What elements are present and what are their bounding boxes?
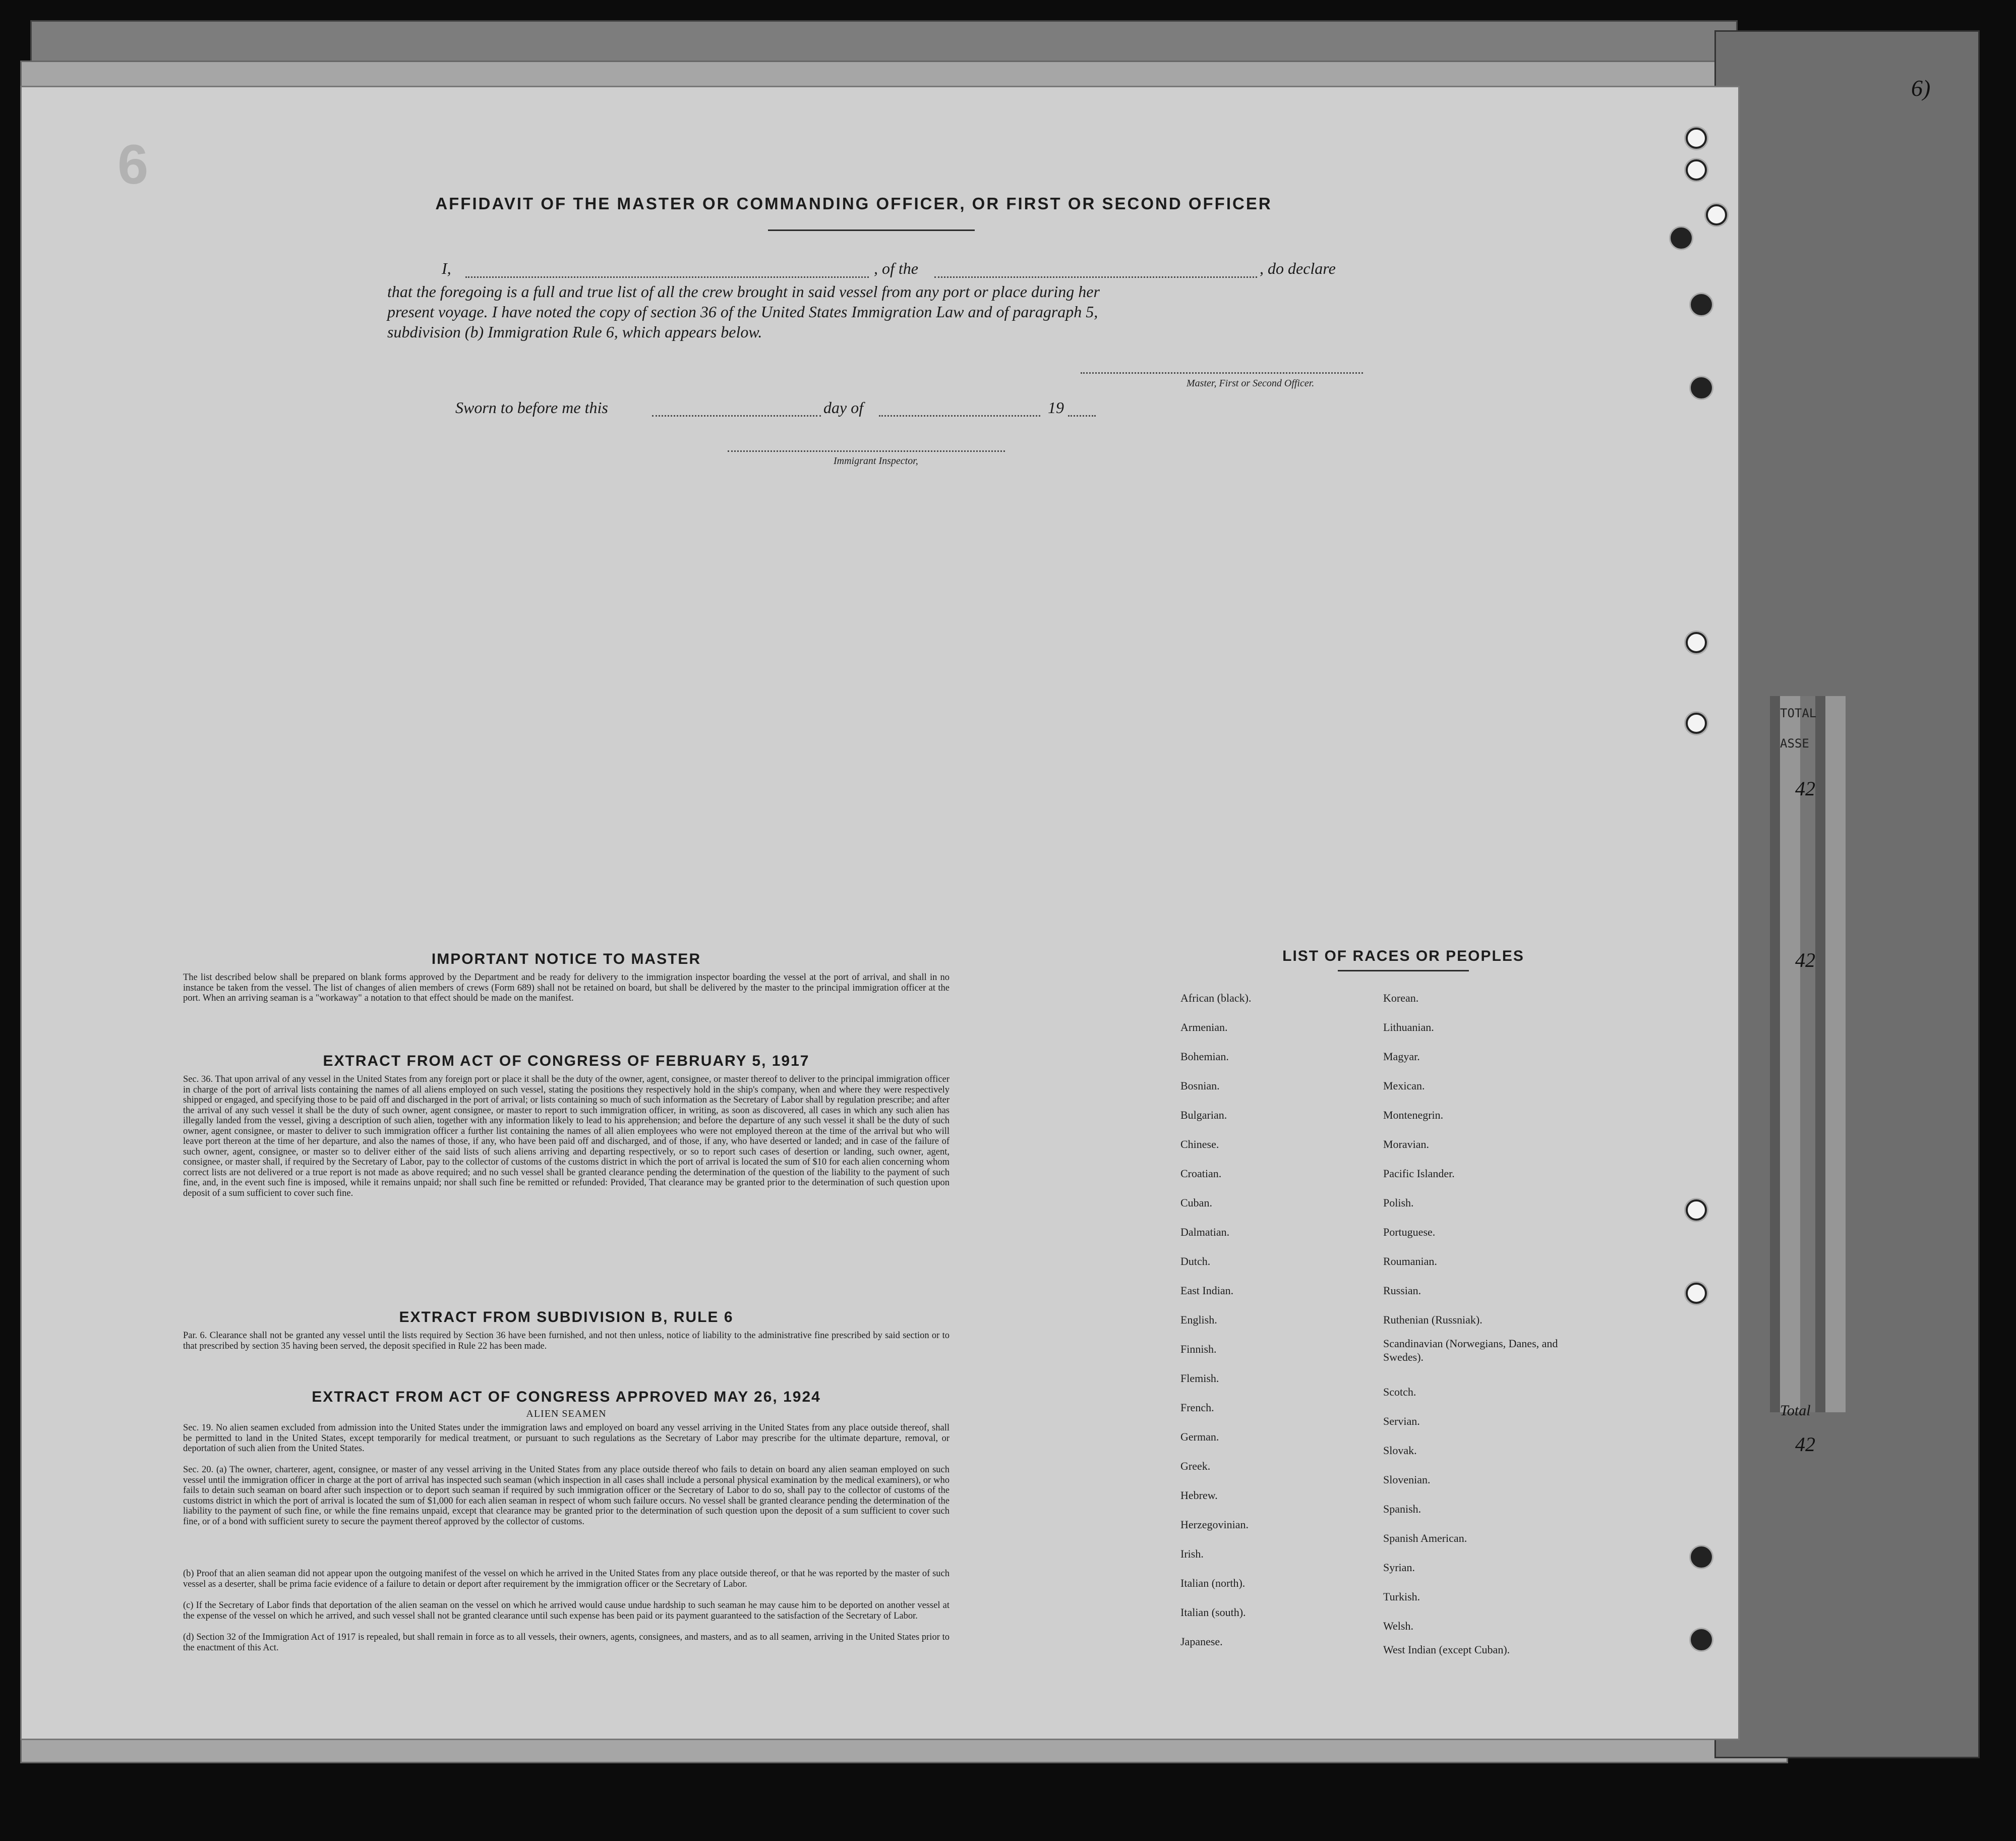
race-item: Bosnian. bbox=[1180, 1079, 1220, 1092]
binder-hole bbox=[1686, 159, 1707, 181]
handwritten-mark: 42 bbox=[1795, 949, 1815, 971]
race-item: Polish. bbox=[1383, 1196, 1414, 1209]
extract-1917-title: EXTRACT FROM ACT OF CONGRESS OF FEBRUARY 5, 1917 bbox=[323, 1053, 810, 1069]
race-item: Chinese. bbox=[1180, 1138, 1219, 1150]
month-blank bbox=[879, 415, 1040, 417]
races-column-2 bbox=[1383, 984, 1585, 1684]
race-item: Spanish American. bbox=[1383, 1532, 1467, 1544]
year-blank bbox=[1068, 415, 1096, 417]
race-item: Scotch. bbox=[1383, 1386, 1416, 1398]
race-item: Magyar. bbox=[1383, 1050, 1420, 1063]
day-of-label: day of bbox=[823, 398, 864, 417]
race-item: Russian. bbox=[1383, 1284, 1421, 1297]
race-item: Servian. bbox=[1383, 1415, 1420, 1427]
extract-1924-sec19: Sec. 19. No alien seamen excluded from admission into the United States under the immigration laws and employed on board any vessel arriving in the United States from any place outside thereof, shall be permitted to land in the United States, except temporarily for medical treatment, or pursuant to such regulations as the Secretary of Labor may prescribe for the ultimate departure, removal, or deportation of such alien from the United States. bbox=[183, 1423, 950, 1454]
race-item: Welsh. bbox=[1383, 1620, 1413, 1632]
race-item: West Indian (except Cuban). bbox=[1383, 1643, 1510, 1656]
show-through-mark: 6 bbox=[117, 134, 149, 196]
race-item: Syrian. bbox=[1383, 1561, 1415, 1574]
race-item: Spanish. bbox=[1383, 1503, 1421, 1515]
affidavit-declare: , do declare bbox=[1260, 259, 1336, 277]
race-item: Lithuanian. bbox=[1383, 1021, 1434, 1033]
race-item: English. bbox=[1180, 1313, 1217, 1326]
race-item: Croatian. bbox=[1180, 1167, 1222, 1180]
notice-title: IMPORTANT NOTICE TO MASTER bbox=[431, 951, 701, 967]
binder-hole bbox=[1686, 1283, 1707, 1304]
race-item: Mexican. bbox=[1383, 1079, 1425, 1092]
inspector-signature-line bbox=[728, 450, 1005, 452]
races-column-1 bbox=[1180, 984, 1251, 1656]
name-blank bbox=[465, 276, 869, 278]
race-item: Roumanian. bbox=[1383, 1255, 1437, 1268]
race-item: German. bbox=[1180, 1430, 1219, 1443]
handwritten-mark: 42 bbox=[1795, 1433, 1815, 1456]
races-title: LIST OF RACES OR PEOPLES bbox=[1282, 948, 1524, 964]
handwritten-mark: Total bbox=[1780, 1402, 1811, 1419]
binder-hole bbox=[1691, 294, 1712, 315]
binder-hole bbox=[1671, 227, 1692, 249]
binder-hole bbox=[1686, 713, 1707, 734]
race-item: Italian (north). bbox=[1180, 1577, 1246, 1589]
title-underline bbox=[768, 229, 975, 231]
race-item: Italian (south). bbox=[1180, 1606, 1246, 1619]
race-item: Japanese. bbox=[1180, 1635, 1223, 1648]
handwritten-mark: 42 bbox=[1795, 777, 1815, 800]
race-item: Slovak. bbox=[1383, 1444, 1417, 1457]
binder-hole bbox=[1691, 1546, 1712, 1568]
extract-1924-sec20a: Sec. 20. (a) The owner, charterer, agent, consignee, or master of any vessel arriving in the United States from any place outside thereof who fails to detain on board any alien seaman employed on such vessel until the immigration officer in charge at the port of arrival has inspected such seaman (which inspection in all cases shall include a personal physical examination by the medical examiners), or who fails to detain such seaman on board after such inspection or to deport such seaman if required by such immigration officer or the Secretary of Labor to do so, shall pay to the collector of customs of the customs district in which the port of arrival is located the sum of $1,000 for each alien seaman in respect of whom such failure occurs. No vessel shall be granted clearance pending the determination of the liability to the payment of such fine, or while the fine remains unpaid, except that clearance may be granted prior to the determination of such question upon the deposit of a sum sufficient to cover such fine, or of a bond with sufficient surety to secure the payment thereof approved by the collector of customs. bbox=[183, 1465, 950, 1527]
extract-rule6-body: Par. 6. Clearance shall not be granted any vessel until the lists required by Section 36 have been furnished, and not then unless, notice of liability to the administrative fine prescribed by said section or to that prescribed by section 35 having been served, the deposit specified in Rule 22 has been made. bbox=[183, 1331, 950, 1351]
binder-hole bbox=[1686, 128, 1707, 149]
affidavit-title: AFFIDAVIT OF THE MASTER OR COMMANDING OFFICER, OR FIRST OR SECOND OFFICER bbox=[435, 194, 1272, 213]
extract-1924-sec20b: (b) Proof that an alien seaman did not appear upon the outgoing manifest of the vessel on which he arrived in the United States from any place outside thereof, or that he was reported by the master of such vessel as a deserter, shall be prima facie evidence of a failure to detain or deport after requirement by the immigration officer or the Secretary of Labor. bbox=[183, 1569, 950, 1589]
extract-1924-sec20c: (c) If the Secretary of Labor finds that deportation of the alien seaman on the vessel on which he arrived would cause undue hardship to such seaman he may cause him to be deported on another vessel at the expense of the vessel on which he arrived, and such vessel shall not be granted clearance until such expense has been paid or its payment guaranteed to the satisfaction of the Secretary of Labor. bbox=[183, 1600, 950, 1621]
races-title-underline bbox=[1338, 970, 1469, 971]
race-item: Hebrew. bbox=[1180, 1489, 1218, 1502]
race-item: Armenian. bbox=[1180, 1021, 1228, 1033]
inspector-caption: Immigrant Inspector, bbox=[834, 455, 918, 467]
master-caption: Master, First or Second Officer. bbox=[1187, 378, 1315, 389]
race-item: East Indian. bbox=[1180, 1284, 1234, 1297]
race-item: Dalmatian. bbox=[1180, 1226, 1230, 1238]
year-prefix: 19 bbox=[1048, 398, 1064, 417]
background-sheet-edge bbox=[1714, 30, 1980, 1758]
binder-hole bbox=[1686, 1199, 1707, 1221]
affidavit-line-2: that the foregoing is a full and true list of all the crew brought in said vessel from any port or place during her bbox=[387, 282, 1100, 301]
notice-body: The list described below shall be prepared on blank forms approved by the Department and be ready for delivery to the immigration inspector boarding the vessel at the port of arrival, and shall in no instance be taken from the vessel. The list of changes of alien members of crews (Form 689) shall not be retained on board, but shall be delivered by the master to the principal immigration officer at the port. When an arriving seaman is a "workaway" a notation to that effect should be made on the manifest. bbox=[183, 972, 950, 1003]
binder-hole bbox=[1706, 204, 1727, 225]
extract-rule6-title: EXTRACT FROM SUBDIVISION B, RULE 6 bbox=[399, 1309, 734, 1326]
race-item: Portuguese. bbox=[1383, 1226, 1436, 1238]
race-item: Greek. bbox=[1180, 1460, 1211, 1472]
vessel-blank bbox=[934, 276, 1257, 278]
race-item: Dutch. bbox=[1180, 1255, 1211, 1268]
race-item: Pacific Islander. bbox=[1383, 1167, 1455, 1180]
race-item: Cuban. bbox=[1180, 1196, 1212, 1209]
binder-hole bbox=[1691, 1629, 1712, 1650]
sworn-label: Sworn to before me this bbox=[455, 398, 608, 417]
background-stamp: ASSE bbox=[1780, 736, 1809, 751]
race-item: Irish. bbox=[1180, 1547, 1204, 1560]
race-item: Korean. bbox=[1383, 992, 1419, 1004]
extract-1917-body: Sec. 36. That upon arrival of any vessel in the United States from any foreign port or place it shall be the duty of the owner, agent, consignee, or master thereof to deliver to the principal immigration officer in charge of the port of arrival lists containing the names of all aliens employed on such vessel, stating the positions they respectively hold in the ship's company, when and where they were respectively shipped or engaged, and specifying those to be paid off and discharged in the port of arrival; or lists containing so much of such information as the Secretary of Labor shall by regulation prescribe; and after the arrival of any such vessel it shall be the duty of such owner, agent consignee, or master to report to such immigration officer, in writing, as soon as discovered, all cases in which any such alien has illegally landed from the vessel, giving a description of such alien, together with any information likely to lead to his apprehension; and before the departure of any such vessel it shall be the duty of such owner, agent consignee, or master to deliver to such immigration officer a further list containing the names of all alien employees who were not employed thereon at the time of the arrival but who will leave port thereon at the time of her departure, and also the names of those, if any, who have been paid off and discharged, and of those, if any, who have deserted or landed; and in case of the failure of such owner, agent, consignee, or master so to deliver either of the said lists of such aliens arriving and departing respectively, or so to report such cases of desertion or landing, such owner, agent, consignee, or master shall, if required by the Secretary of Labor, pay to the collector of customs of the customs district in which the port of arrival is located the sum of $10 for each alien concerning whom correct lists are not delivered or a true report is not made as above required; and no such vessel shall be granted clearance pending the determination of the question of the liability to the payment of such fine, and, in the event such fine is imposed, while it remains unpaid; nor shall such fine be remitted or refunded: Provided, That clearance may be granted prior to the determination of such question upon deposit of a sum sufficient to cover such fine. bbox=[183, 1074, 950, 1198]
affidavit-of-the: , of the bbox=[874, 259, 918, 277]
race-item: Slovenian. bbox=[1383, 1473, 1431, 1486]
race-item: Turkish. bbox=[1383, 1590, 1420, 1603]
race-item: French. bbox=[1180, 1401, 1214, 1414]
race-item: African (black). bbox=[1180, 992, 1252, 1004]
binder-hole bbox=[1686, 632, 1707, 653]
extract-1924-subtitle: ALIEN SEAMEN bbox=[526, 1408, 607, 1419]
race-item: Scandinavian (Norwegians, Danes, and Swedes). bbox=[1383, 1337, 1558, 1363]
background-form-strip bbox=[1770, 696, 1846, 1412]
race-item: Ruthenian (Russniak). bbox=[1383, 1313, 1483, 1326]
binder-hole bbox=[1691, 377, 1712, 398]
day-blank bbox=[652, 415, 821, 417]
master-signature-line bbox=[1081, 372, 1363, 374]
affidavit-line-3: present voyage. I have noted the copy of section 36 of the United States Immigration Law and of paragraph 5, bbox=[387, 303, 1098, 321]
background-stamp: TOTAL bbox=[1780, 706, 1817, 720]
affidavit-i: I, bbox=[442, 259, 451, 277]
race-item: Flemish. bbox=[1180, 1372, 1219, 1385]
race-item: Finnish. bbox=[1180, 1343, 1217, 1355]
race-item: Montenegrin. bbox=[1383, 1109, 1444, 1121]
race-item: Bohemian. bbox=[1180, 1050, 1229, 1063]
affidavit-line-4: subdivision (b) Immigration Rule 6, which appears below. bbox=[387, 323, 762, 341]
page-number: 6) bbox=[1911, 75, 1931, 101]
document-page bbox=[20, 86, 1740, 1740]
race-item: Bulgarian. bbox=[1180, 1109, 1227, 1121]
race-item: Herzegovinian. bbox=[1180, 1518, 1249, 1531]
extract-1924-sec20d: (d) Section 32 of the Immigration Act of 1917 is repealed, but shall remain in force as to all vessels, their owners, agents, consignees, and masters, and as to all seamen, arriving in the United States prior to the enactment of this Act. bbox=[183, 1632, 950, 1653]
race-item: Moravian. bbox=[1383, 1138, 1430, 1150]
extract-1924-title: EXTRACT FROM ACT OF CONGRESS APPROVED MAY 26, 1924 bbox=[312, 1389, 821, 1405]
